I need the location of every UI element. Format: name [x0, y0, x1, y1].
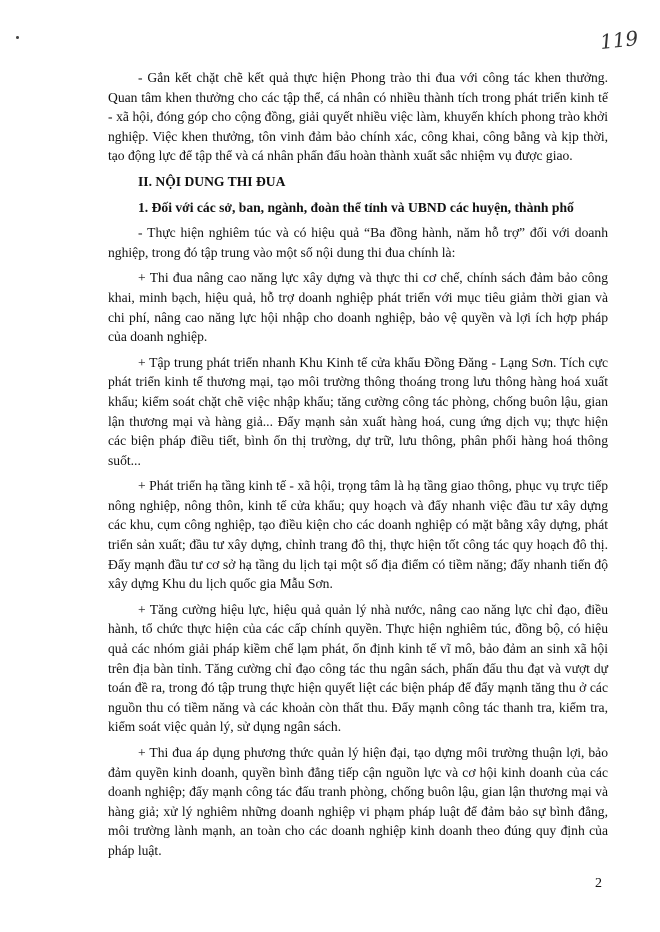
- paragraph-policy-capacity: + Thi đua nâng cao năng lực xây dựng và thực thi cơ chế, chính sách đảm bảo công khai, minh bạch, hiệu quả, hỗ trợ doanh nghiệp phát triển với mục tiêu giảm thời gian và chi phí, nâng cao năng lực hội nhập cho doanh nghiệp, bảo vệ quyền và lợi ích hợp pháp của doanh nghiệp.: [108, 270, 608, 345]
- paragraph-infrastructure: + Phát triển hạ tầng kinh tế - xã hội, trọng tâm là hạ tầng giao thông, phục vụ trực tiếp nông nghiệp, nông thôn, kinh tế cửa khẩu; quy hoạch và đẩy nhanh việc đầu tư xây dựng các khu, cụm công nghiệp, tạo điều kiện cho các doanh nghiệp có mặt bằng xây dựng, phát triển sản xuất; đầu tư xây dựng, chỉnh trang đô thị, thực hiện tốt công tác quy hoạch đô thị. Đẩy mạnh đầu tư cơ sở hạ tầng du lịch tại một số địa điểm có tiềm năng; đẩy nhanh tiến độ xây dựng Khu du lịch quốc gia Mẫu Sơn.: [108, 478, 608, 592]
- subsection-heading: 1. Đối với các sở, ban, ngành, đoàn thể tỉnh và UBND các huyện, thành phố: [138, 199, 574, 215]
- scan-speck: [16, 36, 19, 39]
- handwritten-page-mark: 119: [598, 26, 640, 54]
- paragraph-modern-management: + Thi đua áp dụng phương thức quản lý hiện đại, tạo dựng môi trường thuận lợi, bảo đảm quyền kinh doanh, quyền bình đẳng tiếp cận nguồn lực và cơ hội kinh doanh của các doanh nghiệp; đẩy mạnh công tác đấu tranh phòng, chống buôn lậu, gian lận thương mại và hàng giả; xử lý nghiêm những doanh nghiệp vi phạm pháp luật để đảm bảo sự bình đẳng, môi trường lành mạnh, an toàn cho các doanh nghiệp kinh doanh theo đúng quy định của pháp luật.: [108, 745, 608, 858]
- document-page: [108, 68, 608, 867]
- section-heading: II. NỘI DUNG THI ĐUA: [138, 173, 286, 189]
- paragraph-border-economic-zone: + Tập trung phát triển nhanh Khu Kinh tế cửa khẩu Đồng Đăng - Lạng Sơn. Tích cực phát triển kinh tế thương mại, tạo môi trường thông thoáng trong lưu thông hàng hoá xuất khẩu; kiểm soát chặt chẽ việc nhập khẩu; tăng cường công tác phòng, chống buôn lậu, gian lận thương mại và hàng giả... Đẩy mạnh sản xuất hàng hoá, cung ứng dịch vụ; thực hiện các biện pháp điều tiết, bình ổn thị trường, dự trữ, lưu thông, phân phối hàng hoá thông suốt...: [108, 354, 608, 468]
- paragraph-state-management: + Tăng cường hiệu lực, hiệu quả quản lý nhà nước, nâng cao năng lực chỉ đạo, điều hành, tổ chức thực hiện của các cấp chính quyền. Thực hiện nghiêm túc, đồng bộ, có hiệu quả các nhóm giải pháp kiềm chế lạm phát, ổn định kinh tế vĩ mô, bảo đảm an sinh xã hội trên địa bàn tỉnh. Tăng cường chỉ đạo công tác thu ngân sách, phấn đấu thu đạt và vượt dự toán đề ra, trong đó tập trung thực hiện quyết liệt các biện pháp để đẩy mạnh tăng thu ở các nguồn thu có tiềm năng và các khoản còn thất thu. Đẩy mạnh công tác thanh tra, kiểm tra, kiểm soát việc quản lý, sử dụng ngân sách.: [108, 601, 608, 735]
- page-number: 2: [595, 876, 602, 891]
- paragraph-reward-linkage: - Gắn kết chặt chẽ kết quả thực hiện Phong trào thi đua với công tác khen thưởng. Quan tâm khen thưởng cho các tập thể, cá nhân có nhiều thành tích trong phát triển kinh tế - xã hội, đóng góp cho cộng đồng, giải quyết nhiều việc làm, khuyến khích phong trào khởi nghiệp. Việc khen thưởng, tôn vinh đảm bảo chính xác, công khai, công bằng và kịp thời, tạo động lực để tập thể và cá nhân phấn đấu hoàn thành xuất sắc nhiệm vụ được giao.: [108, 70, 608, 164]
- paragraph-business-support: - Thực hiện nghiêm túc và có hiệu quả “Ba đồng hành, năm hỗ trợ” đối với doanh nghiệp, trong đó tập trung vào một số nội dung thi đua chính là:: [108, 225, 608, 260]
